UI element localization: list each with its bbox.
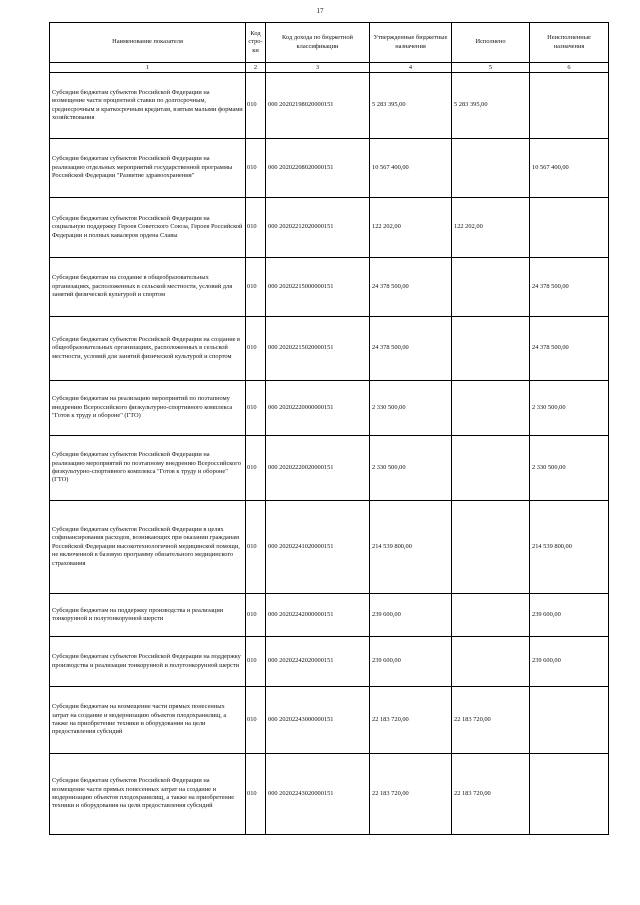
unexecuted-amount (530, 73, 609, 139)
indicator-name: Субсидии бюджетам субъектов Российской Федерации на реализацию отдельных мероприятий государственной программы Российской Федерации "Развитие здравоохранения" (50, 139, 246, 198)
executed-amount: 122 202,00 (452, 198, 530, 258)
row-code: 010 (246, 198, 266, 258)
income-code: 000 20202212020000151 (266, 198, 370, 258)
unexecuted-amount (530, 198, 609, 258)
indicator-name: Субсидии бюджетам субъектов Российской Федерации на возмещение части процентной ставки по долгосрочным, среднесрочным и краткосрочным кредитам, взятым малыми формами хозяйствования (50, 73, 246, 139)
row-code: 010 (246, 637, 266, 687)
table-row (50, 594, 609, 637)
row-code: 010 (246, 139, 266, 198)
approved-amount: 24 378 500,00 (370, 317, 452, 381)
row-code: 010 (246, 687, 266, 754)
page-number: 17 (316, 7, 324, 15)
column-number: 2 (246, 63, 266, 73)
table-row (50, 501, 609, 594)
unexecuted-amount: 24 378 500,00 (530, 258, 609, 317)
row-code: 010 (246, 754, 266, 835)
approved-amount: 239 600,00 (370, 637, 452, 687)
indicator-name: Субсидии бюджетам на возмещение части прямых понесенных затрат на создание и модернизацию объектов плодохранилищ, а также на приобретение техники и оборудования на цели предоставления субсидий (50, 687, 246, 754)
executed-amount (452, 501, 530, 594)
table-row (50, 637, 609, 687)
row-code: 010 (246, 317, 266, 381)
table-row (50, 381, 609, 436)
income-code: 000 20202220000000151 (266, 381, 370, 436)
executed-amount (452, 637, 530, 687)
header-row (50, 23, 609, 63)
income-code: 000 20202243000000151 (266, 687, 370, 754)
approved-amount: 2 330 500,00 (370, 381, 452, 436)
indicator-name: Субсидии бюджетам субъектов Российской Федерации в целях софинансирования расходов, возникающих при оказании гражданам Российской Федерации высокотехнологичной медицинской помощи, не включенной в базовую программу обязательного медицинского страхования (50, 501, 246, 594)
unexecuted-amount: 2 330 500,00 (530, 436, 609, 501)
indicator-name: Субсидии бюджетам на поддержку производства и реализации тонкорунной и полутонкорунной шерсти (50, 594, 246, 637)
approved-amount: 22 183 720,00 (370, 687, 452, 754)
row-code: 010 (246, 381, 266, 436)
table-row (50, 139, 609, 198)
executed-amount (452, 317, 530, 381)
table-row (50, 198, 609, 258)
executed-amount (452, 258, 530, 317)
unexecuted-amount: 239 600,00 (530, 594, 609, 637)
income-code: 000 20202241020000151 (266, 501, 370, 594)
column-header-executed: Исполнено (452, 23, 530, 63)
executed-amount (452, 381, 530, 436)
approved-amount: 24 378 500,00 (370, 258, 452, 317)
indicator-name: Субсидии бюджетам субъектов Российской Федерации на создание в общеобразовательных организациях, расположенных в сельской местности, условий для занятий физической культурой и спортом (50, 317, 246, 381)
column-number-row (50, 63, 609, 73)
unexecuted-amount: 10 567 400,00 (530, 139, 609, 198)
executed-amount: 22 183 720,00 (452, 687, 530, 754)
table-row (50, 317, 609, 381)
row-code: 010 (246, 501, 266, 594)
income-code: 000 20202220020000151 (266, 436, 370, 501)
table-row (50, 754, 609, 835)
table-row (50, 73, 609, 139)
unexecuted-amount: 2 330 500,00 (530, 381, 609, 436)
column-number: 6 (530, 63, 609, 73)
column-number: 1 (50, 63, 246, 73)
column-header-classification: Код дохода по бюджетной классификации (266, 23, 370, 63)
column-header-approved: Утвержденные бюджетные назначения (370, 23, 452, 63)
unexecuted-amount (530, 754, 609, 835)
column-header-code: Код стро-ки (246, 23, 266, 63)
column-number: 3 (266, 63, 370, 73)
income-code: 000 20202198020000151 (266, 73, 370, 139)
indicator-name: Субсидии бюджетам субъектов Российской Федерации на социальную поддержку Героев Советского Союза, Героев Российской Федерации и полных кавалеров ордена Славы (50, 198, 246, 258)
row-code: 010 (246, 73, 266, 139)
table-row (50, 258, 609, 317)
unexecuted-amount (530, 687, 609, 754)
approved-amount: 10 567 400,00 (370, 139, 452, 198)
executed-amount: 5 283 395,00 (452, 73, 530, 139)
row-code: 010 (246, 436, 266, 501)
income-code: 000 20202215020000151 (266, 317, 370, 381)
approved-amount: 5 283 395,00 (370, 73, 452, 139)
approved-amount: 2 330 500,00 (370, 436, 452, 501)
executed-amount (452, 139, 530, 198)
unexecuted-amount: 214 539 800,00 (530, 501, 609, 594)
income-code: 000 20202208020000151 (266, 139, 370, 198)
column-number: 5 (452, 63, 530, 73)
row-code: 010 (246, 258, 266, 317)
column-number: 4 (370, 63, 452, 73)
row-code: 010 (246, 594, 266, 637)
column-header-unexecuted: Неисполненные назначения (530, 23, 609, 63)
unexecuted-amount: 24 378 500,00 (530, 317, 609, 381)
unexecuted-amount: 239 600,00 (530, 637, 609, 687)
indicator-name: Субсидии бюджетам на реализацию мероприятий по поэтапному внедрению Всероссийского физкультурно-спортивного комплекса "Готов к труду и обороне" (ГТО) (50, 381, 246, 436)
indicator-name: Субсидии бюджетам субъектов Российской Федерации на реализацию мероприятий по поэтапному внедрению Всероссийского физкультурно-спортивного комплекса "Готов к труду и обороне" (ГТО) (50, 436, 246, 501)
indicator-name: Субсидии бюджетам субъектов Российской Федерации на поддержку производства и реализации тонкорунной и полутонкорунной шерсти (50, 637, 246, 687)
approved-amount: 22 183 720,00 (370, 754, 452, 835)
income-code: 000 20202215000000151 (266, 258, 370, 317)
executed-amount: 22 183 720,00 (452, 754, 530, 835)
budget-execution-table (49, 22, 609, 835)
executed-amount (452, 436, 530, 501)
table-row (50, 436, 609, 501)
indicator-name: Субсидии бюджетам на создание в общеобразовательных организациях, расположенных в сельской местности, условий для занятий физической культурой и спортом (50, 258, 246, 317)
table-row (50, 687, 609, 754)
approved-amount: 239 600,00 (370, 594, 452, 637)
approved-amount: 214 539 800,00 (370, 501, 452, 594)
income-code: 000 20202242020000151 (266, 637, 370, 687)
indicator-name: Субсидии бюджетам субъектов Российской Федерации на возмещение части прямых понесенных затрат на создание и модернизацию объектов плодохранилищ, а также на приобретение техники и оборудования на цели предоставления субсидий (50, 754, 246, 835)
income-code: 000 20202243020000151 (266, 754, 370, 835)
executed-amount (452, 594, 530, 637)
column-header-name: Наименование показателя (50, 23, 246, 63)
income-code: 000 20202242000000151 (266, 594, 370, 637)
approved-amount: 122 202,00 (370, 198, 452, 258)
